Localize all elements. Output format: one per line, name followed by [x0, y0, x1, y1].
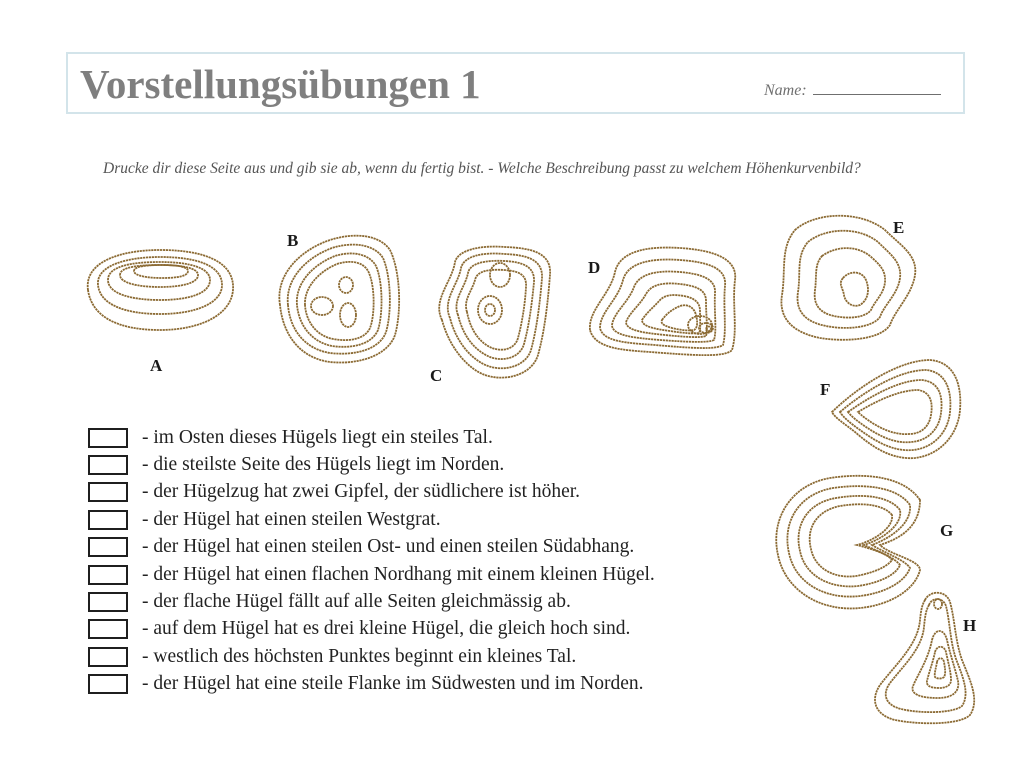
statement-text: - der Hügel hat einen steilen Westgrat.: [142, 508, 441, 530]
contour-map-b: [279, 236, 399, 363]
statement-item: [88, 643, 788, 670]
map-label-b: B: [287, 231, 299, 250]
answer-box[interactable]: [88, 482, 128, 502]
name-label: Name:: [764, 82, 807, 99]
statement-text: - im Osten dieses Hügels liegt ein steiles Tal.: [142, 426, 493, 448]
answer-box[interactable]: [88, 647, 128, 667]
statement-item: [88, 534, 788, 561]
statement-item: [88, 506, 788, 533]
map-label-h: H: [963, 616, 977, 635]
map-label-a: A: [150, 356, 163, 375]
contour-map-g: [776, 476, 920, 609]
contour-map-f: [832, 360, 960, 458]
statement-text: - auf dem Hügel hat es drei kleine Hügel, die gleich hoch sind.: [142, 618, 631, 640]
statement-item: [88, 479, 788, 506]
map-label-d: D: [588, 258, 601, 277]
statement-item: [88, 671, 788, 698]
statement-item: [88, 451, 788, 478]
contour-map-a: [88, 250, 233, 330]
statement-text: - westlich des höchsten Punktes beginnt ein kleines Tal.: [142, 645, 577, 667]
map-label-g: G: [940, 521, 954, 540]
statement-text: - der flache Hügel fällt auf alle Seiten gleichmässig ab.: [142, 591, 571, 613]
contour-map-h: [875, 593, 977, 724]
answer-box[interactable]: [88, 565, 128, 585]
contour-map-c: [439, 247, 550, 378]
answer-box[interactable]: [88, 674, 128, 694]
instructions-text: Drucke dir diese Seite aus und gib sie ab, wenn du fertig bist. - Welche Beschreibung passt zu welchem Höhenkurvenbild?: [103, 160, 861, 177]
answer-box[interactable]: [88, 592, 128, 612]
statement-item: [88, 588, 788, 615]
statement-item: [88, 616, 788, 643]
map-label-c: C: [430, 366, 443, 385]
map-label-e: E: [893, 218, 905, 237]
statement-text: - der Hügel hat eine steile Flanke im Südwesten und im Norden.: [142, 673, 644, 695]
answer-box[interactable]: [88, 428, 128, 448]
statement-text: - der Hügel hat einen steilen Ost- und einen steilen Südabhang.: [142, 536, 635, 558]
statement-item: [88, 424, 788, 451]
answer-box[interactable]: [88, 510, 128, 530]
statement-text: - die steilste Seite des Hügels liegt im Norden.: [142, 454, 505, 476]
answer-box[interactable]: [88, 619, 128, 639]
answer-box[interactable]: [88, 455, 128, 475]
statement-item: [88, 561, 788, 588]
statement-list: [88, 424, 788, 698]
map-label-f: F: [820, 380, 831, 399]
contour-map-d: [590, 248, 735, 356]
answer-box[interactable]: [88, 537, 128, 557]
statement-text: - der Hügel hat einen flachen Nordhang mit einem kleinen Hügel.: [142, 563, 655, 585]
page-title: Vorstellungsübungen 1: [80, 61, 481, 107]
statement-text: - der Hügelzug hat zwei Gipfel, der südlichere ist höher.: [142, 481, 581, 503]
